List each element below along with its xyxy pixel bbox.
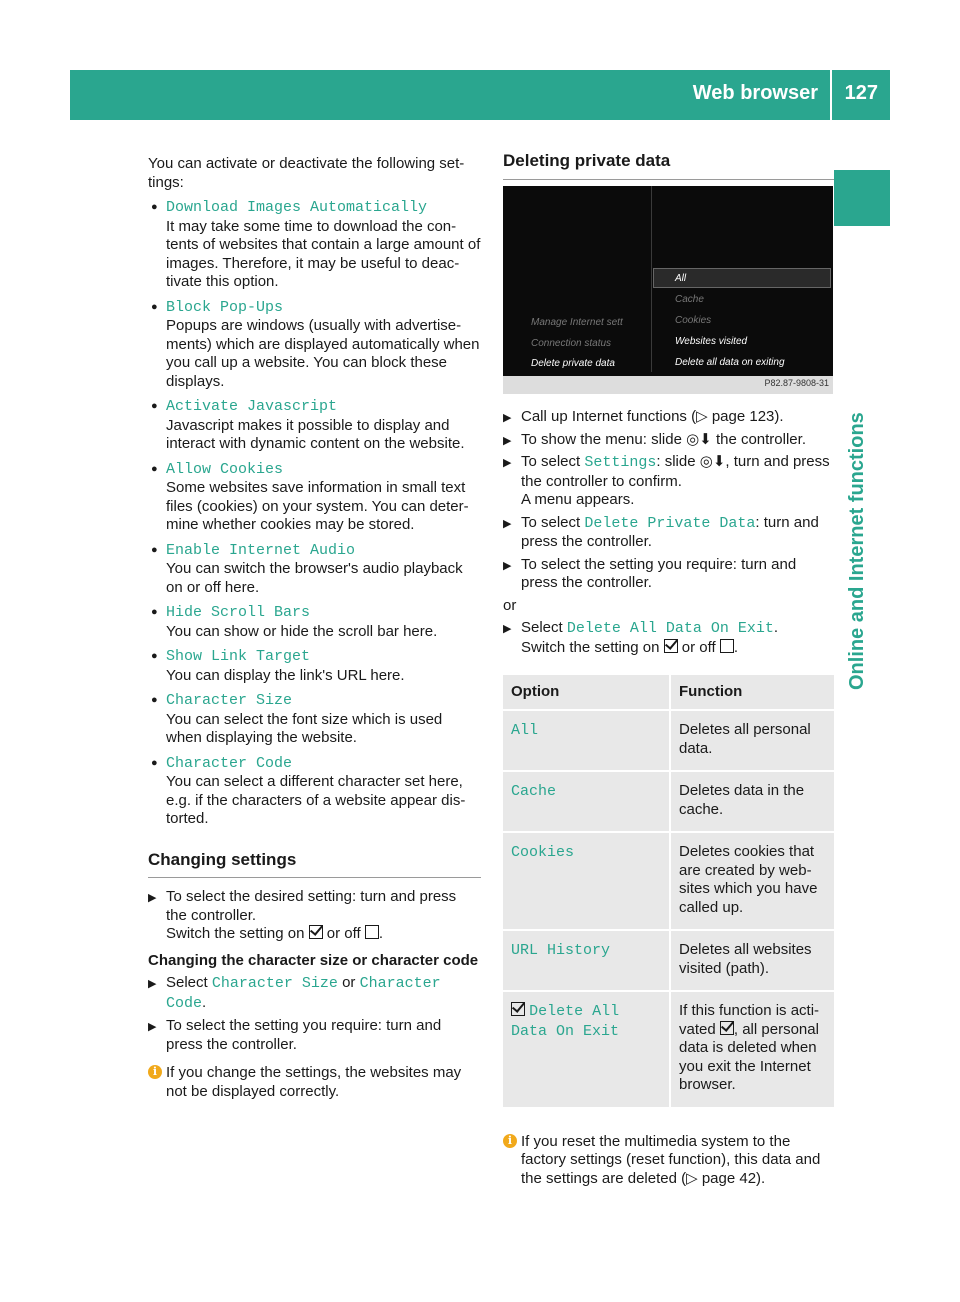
changing-settings-heading: Changing settings xyxy=(148,849,297,869)
screenshot-right-item: Cookies xyxy=(675,315,712,326)
option-cell: URL History xyxy=(511,942,611,959)
setting-name: Hide Scroll Bars xyxy=(166,604,311,621)
arrow-icon: ▶ xyxy=(503,623,512,635)
arrow-icon: ▶ xyxy=(503,559,512,572)
setting-name: Download Images Automatically xyxy=(166,199,428,216)
screenshot-caption: P82.87-9808-31 xyxy=(503,376,833,394)
setting-name: Enable Internet Audio xyxy=(166,541,356,559)
function-cell: Deletes all websites visited (path). xyxy=(670,930,834,991)
setting-item xyxy=(148,603,481,623)
arrow-icon: ▶ xyxy=(503,517,512,530)
header-divider xyxy=(830,70,832,120)
screenshot-right-item: Websites visited xyxy=(675,336,748,347)
screenshot-right-item: All xyxy=(675,273,687,284)
step-item: ▶ To select Delete Private Data: turn and press the controller. xyxy=(503,513,819,550)
setting-item xyxy=(148,198,481,218)
function-cell: Deletes all personal data. xyxy=(670,710,834,771)
right-column xyxy=(503,152,834,190)
step-item: ▶ To select Settings: slide ◎⬇, turn and press the controller to confirm. A menu appears. xyxy=(503,453,830,508)
setting-description: Popups are windows (usually with advertise-ments) which are displayed automatically when you call up a website. You can block these displays. xyxy=(166,317,480,390)
table-header-option: Option xyxy=(503,675,670,710)
bullet-icon: ● xyxy=(151,543,158,556)
info-note: i If you change the settings, the websites may not be displayed correctly. xyxy=(148,1064,481,1101)
bullet-icon: ● xyxy=(151,756,158,769)
section-title: Web browser xyxy=(692,82,818,104)
page-ref-icon: ▷ xyxy=(696,408,708,425)
screenshot-left-item: Connection status xyxy=(531,338,612,349)
step-item: ▶ To select the setting you require: turn and press the controller. xyxy=(148,1017,442,1053)
checked-box-icon xyxy=(309,925,323,939)
left-column xyxy=(148,155,481,1101)
screenshot-right-item: Delete all data on exiting xyxy=(675,357,785,368)
setting-description: It may take some time to download the con-tents of websites that contain a large amount of images. Therefore, it may be useful to deac-tivate this option. xyxy=(166,217,481,290)
arrow-icon: ▶ xyxy=(148,892,157,904)
screenshot-left-item: Delete private data xyxy=(531,358,615,369)
function-cell: Deletes data in the cache. xyxy=(670,771,834,832)
function-cell: Deletes cookies that are created by web-sites which you have called up. xyxy=(670,832,834,930)
bullet-icon: ● xyxy=(151,400,158,412)
setting-description: You can show or hide the scroll bar here. xyxy=(166,622,438,640)
charsize-heading: Changing the character size or character code xyxy=(148,951,479,969)
checked-box-icon xyxy=(720,1021,734,1035)
setting-item xyxy=(148,460,481,480)
or-text: or xyxy=(503,596,517,614)
options-table xyxy=(503,675,834,1109)
bullet-icon: ● xyxy=(151,606,158,618)
setting-item xyxy=(148,298,481,318)
setting-name: Allow Cookies xyxy=(166,460,284,478)
setting-name: Character Code xyxy=(166,754,293,772)
table-row xyxy=(503,832,834,930)
option-cell: All xyxy=(511,722,539,739)
setting-description: You can select a different character set here, e.g. if the characters of a website appear dis-torted. xyxy=(166,773,466,827)
right-steps xyxy=(503,404,834,1188)
controller-slide-icon: ◎⬇ xyxy=(686,430,712,448)
screenshot-left-item: Manage Internet sett xyxy=(531,317,623,328)
bullet-icon: ● xyxy=(151,300,158,313)
settings-list xyxy=(148,198,481,829)
bullet-icon: ● xyxy=(151,650,158,662)
chapter-tab xyxy=(834,170,890,226)
arrow-icon: ▶ xyxy=(503,457,512,469)
setting-description: You can switch the browser's audio playback on or off here. xyxy=(166,560,463,596)
bullet-icon: ● xyxy=(151,462,158,475)
page-ref-icon: ▷ xyxy=(686,1169,698,1187)
table-row xyxy=(503,771,834,832)
bullet-icon: ● xyxy=(151,201,158,213)
setting-name: Character Size xyxy=(166,692,293,709)
step-item: ▶ To select the setting you require: turn and press the controller. xyxy=(503,555,797,591)
step-item: ▶ To show the menu: slide ◎⬇ the controller. xyxy=(503,431,834,450)
screenshot-image xyxy=(503,186,833,394)
screenshot-right-item: Cache xyxy=(675,294,704,305)
info-icon: i xyxy=(503,1134,517,1148)
table-row xyxy=(503,710,834,771)
info-icon: i xyxy=(148,1065,162,1079)
table-header-function: Function xyxy=(670,675,834,710)
option-cell: Cookies xyxy=(511,844,575,861)
setting-description: Some websites save information in small text files (cookies) on your system. You can deter-mine whether cookies may be stored. xyxy=(166,479,469,533)
setting-name: Block Pop-Ups xyxy=(166,298,284,316)
setting-description: You can display the link's URL here. xyxy=(166,666,405,684)
step-item: ▶ To select the desired setting: turn and press the controller. Switch the setting on or off . xyxy=(148,888,457,942)
bullet-icon: ● xyxy=(151,694,158,706)
page-number: 127 xyxy=(844,82,878,104)
step-item: ▶ Select Character Size or Character Code. xyxy=(148,974,441,1012)
setting-item xyxy=(148,754,481,774)
empty-box-icon xyxy=(365,925,379,939)
option-cell: Cache xyxy=(511,783,557,800)
setting-name: Show Link Target xyxy=(166,648,311,665)
setting-item xyxy=(148,541,481,561)
arrow-icon: ▶ xyxy=(503,434,512,447)
deleting-heading: Deleting private data xyxy=(503,151,671,170)
setting-item xyxy=(148,397,481,417)
table-row xyxy=(503,930,834,991)
controller-slide-icon: ◎⬇ xyxy=(699,453,726,470)
setting-item xyxy=(148,647,481,667)
option-cell: Delete All xyxy=(529,1003,620,1020)
arrow-icon: ▶ xyxy=(148,1021,157,1033)
intro-text: You can activate or deactivate the following set-tings: xyxy=(148,155,465,191)
option-cell: Data On Exit xyxy=(511,1022,620,1040)
setting-description: Javascript makes it possible to display and interact with dynamic content on the website. xyxy=(166,416,465,452)
arrow-icon: ▶ xyxy=(503,412,512,424)
table-row xyxy=(503,991,834,1108)
arrow-icon: ▶ xyxy=(148,978,157,990)
setting-name: Activate Javascript xyxy=(166,398,338,415)
step-item: ▶ Select Delete All Data On Exit. Switch the setting on or off . xyxy=(503,619,779,656)
checked-box-icon xyxy=(664,639,678,653)
empty-box-icon xyxy=(720,639,734,653)
step-item: ▶ Call up Internet functions (▷ page 123). xyxy=(503,408,834,427)
setting-item xyxy=(148,691,481,711)
info-note: i If you reset the multimedia system to the factory settings (reset function), this data and the settings are deleted (▷ page 42). xyxy=(503,1133,834,1189)
function-cell: If this function is acti-vated , all personal data is deleted when you exit the Internet browser. xyxy=(670,991,834,1108)
header-bar xyxy=(70,70,890,120)
checked-box-icon xyxy=(511,1002,525,1016)
setting-description: You can select the font size which is used when displaying the website. xyxy=(166,710,443,746)
